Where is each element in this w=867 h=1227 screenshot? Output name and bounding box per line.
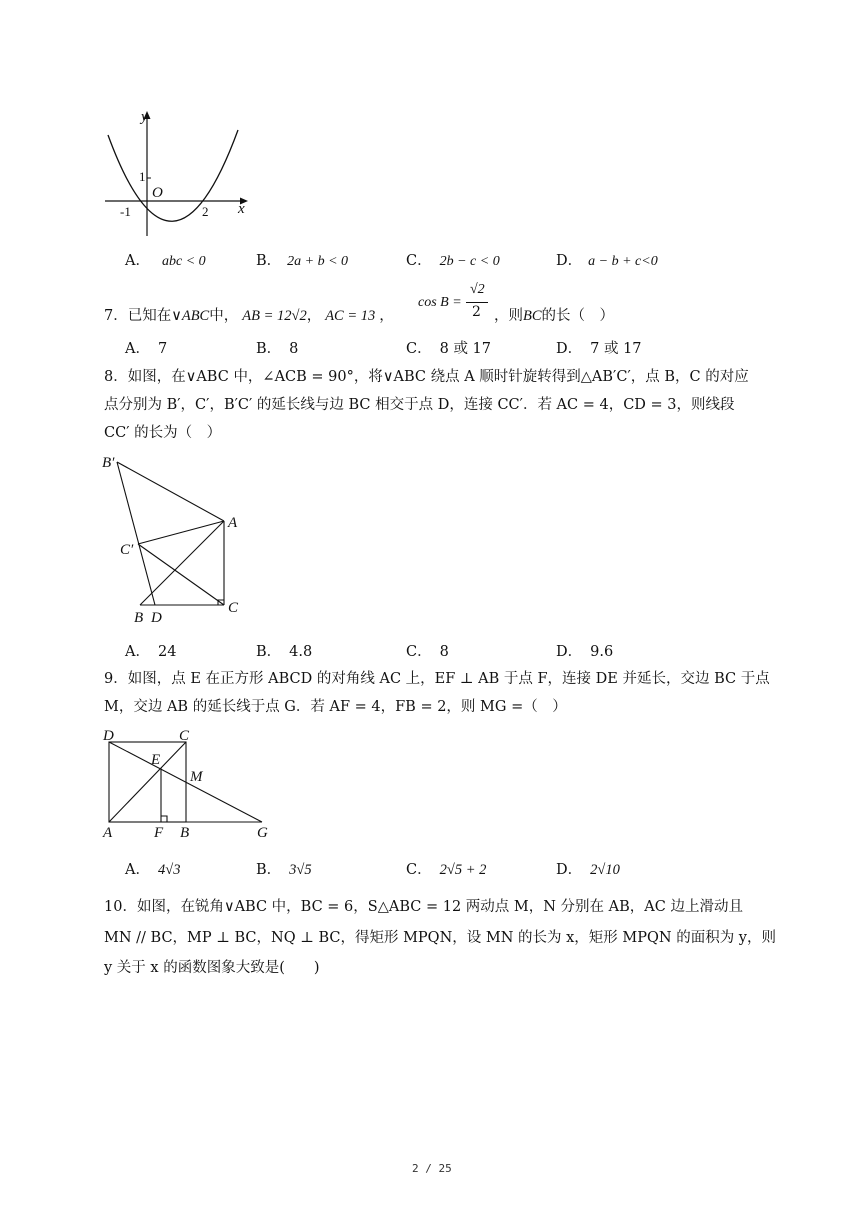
option-letter: A． [125,253,150,269]
option-text: 3√5 [289,862,312,878]
q7-option-d[interactable] [556,337,642,358]
q9-option-b[interactable] [256,858,312,879]
q9-line-1: 9．如图，点 E 在正方形 ABCD 的对角线 AC 上，EF ⊥ AB 于点 F，连接 DE 并延长，交边 BC 于点 [104,671,770,687]
q6-option-d[interactable] [556,249,658,270]
q7-bc: BC [523,308,542,324]
q7-ab: AB = 12√2 [242,308,307,324]
option-text: 7 [157,341,168,357]
option-text: a − b + c<0 [588,254,658,269]
label-m: M [190,769,203,785]
frac-bar [466,302,488,303]
graph-origin-label: O [152,185,163,201]
option-letter: B． [256,253,282,269]
q9-option-d[interactable] [556,858,620,879]
label-c-prime: C′ [120,542,134,558]
option-text: 2√10 [590,862,620,878]
label-e: E [151,752,161,768]
option-letter: D． [556,341,583,357]
label-g: G [257,825,268,840]
option-letter: C． [406,341,432,357]
q10-line-1: 10．如图，在锐角∨ABC 中，BC = 6，S△ABC = 12 两动点 M，N 分别在 AB，AC 边上滑动且 [104,899,743,915]
option-text: 2√5 + 2 [439,862,487,878]
q8-rotation-figure [100,448,260,628]
q8-option-d[interactable] [556,640,613,661]
q9-option-c[interactable] [406,858,486,879]
q7-stem-end [494,306,614,326]
q7-option-c[interactable] [406,337,491,358]
option-text: 8 [289,341,299,357]
option-letter: C． [406,862,432,878]
q6-option-b[interactable] [256,249,348,270]
option-letter: B． [256,862,282,878]
cos-lhs: cos B = [418,295,462,310]
option-text: 7 或 17 [590,341,642,357]
q7-option-a[interactable] [125,337,167,358]
label-b: B [134,610,144,626]
label-f: F [154,825,164,840]
option-letter: A． [125,862,150,878]
option-text: 8 [439,644,449,660]
q8-line-2: 点分别为 B′，C′，B′C′ 的延长线与边 BC 相交于点 D，连接 CC′．若 AC = 4，CD = 3，则线段 [104,397,735,413]
option-text: 8 或 17 [439,341,492,357]
q7-stem [104,306,394,326]
label-b: B [180,825,190,840]
option-text: 4√3 [157,862,181,878]
q9-line-2: M，交边 AB 的延长线于点 G．若 AF = 4，FB = 2，则 MG =（ ） [104,699,567,715]
q9-option-a[interactable] [125,858,180,879]
option-letter: C． [406,644,432,660]
q6-option-c[interactable] [406,249,500,270]
q6-option-a[interactable] [125,249,206,270]
graph-tick-2: 2 [202,204,209,219]
option-letter: D． [556,253,583,269]
label-b-prime: B′ [102,455,115,471]
option-text: 24 [157,644,177,660]
q9-square-figure [100,726,280,840]
page-number: 2 / 25 [412,1162,452,1175]
q7-text: 的长（ ） [541,308,615,324]
q7-text: 中， [209,308,239,324]
option-letter: D． [556,644,583,660]
q8-option-c[interactable] [406,640,449,661]
q7-text: ， [306,308,322,324]
q10-line-3: y 关于 x 的函数图象大致是( ) [104,960,320,976]
q8-option-a[interactable] [125,640,176,661]
label-a: A [103,825,113,840]
option-letter: D． [556,862,583,878]
q7-text: ， [379,308,394,324]
frac-den: 2 [472,304,481,320]
option-letter: B． [256,341,282,357]
frac-num: √2 [470,282,485,297]
q8-line-1: 8．如图，在∨ABC 中，∠ACB = 90°，将∨ABC 绕点 A 顺时针旋转得到△AB′C′，点 B，C 的对应 [104,369,749,385]
graph-y-label: y [141,109,148,125]
q8-line-3: CC′ 的长为（ ） [104,425,222,441]
option-text: 2a + b < 0 [287,254,349,269]
label-c: C [228,600,239,616]
label-c: C [179,728,190,744]
label-d: D [103,728,114,744]
q7-ac: AC = 13 [325,308,376,324]
option-letter: A． [125,644,150,660]
parabola-graph [100,100,260,242]
option-letter: A． [125,341,150,357]
graph-tick-1: 1 [139,169,146,184]
q8-option-b[interactable] [256,640,312,661]
q7-text: ，则 [494,308,523,324]
option-letter: C． [406,253,432,269]
option-text: abc < 0 [161,254,206,269]
option-text: 2b − c < 0 [439,254,500,269]
q7-triangle: ∨ABC [171,308,210,324]
q7-text: 7．已知在 [104,308,172,324]
label-a: A [228,515,238,531]
q7-option-b[interactable] [256,337,298,358]
graph-x-label: x [238,201,245,217]
option-letter: B． [256,644,282,660]
label-d: D [151,610,162,626]
graph-tick-neg1: -1 [120,204,131,219]
option-text: 4.8 [289,644,313,660]
q10-line-2: MN // BC，MP ⊥ BC，NQ ⊥ BC，得矩形 MPQN，设 MN 的长为 x，矩形 MPQN 的面积为 y，则 [104,930,776,946]
option-text: 9.6 [590,644,614,660]
